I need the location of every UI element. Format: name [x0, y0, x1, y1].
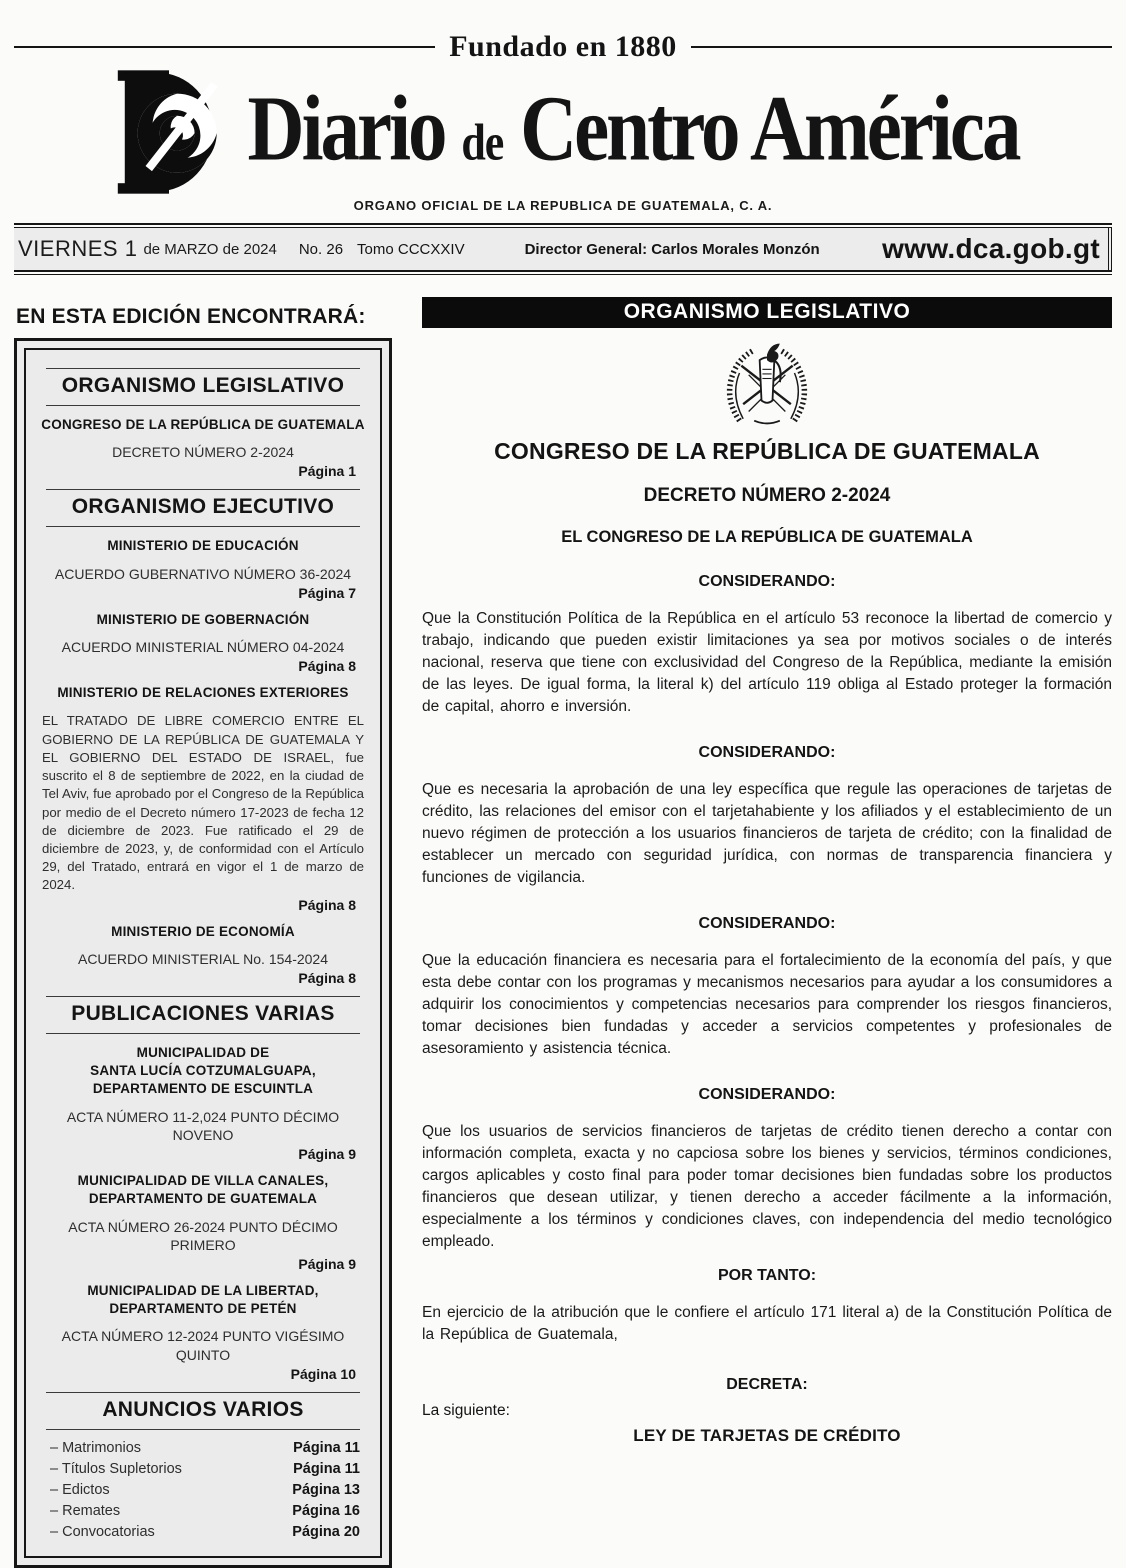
toc-item-acta-11: ACTA NÚMERO 11-2,024 PUNTO DÉCIMO NOVENO — [66, 1108, 340, 1143]
considerando-label-3: CONSIDERANDO: — [698, 915, 836, 932]
founded-rule-right — [691, 46, 1112, 48]
toc-org-congreso: CONGRESO DE LA REPÚBLICA DE GUATEMALA — [41, 417, 365, 432]
toc-column — [14, 297, 392, 1568]
toc-page-ref: Página 9 — [298, 1255, 356, 1272]
toc-page-ref: Página 7 — [298, 584, 356, 601]
toc-treaty-summary: EL TRATADO DE LIBRE COMERCIO ENTRE EL GOBIERNO DE LA REPÚBLICA DE GUATEMALA Y EL GOBIERNO DEL ESTADO DE ISRAEL, fue suscrito el 8 de septiembre de 2022, en la ciudad de Tel Aviv, fue aprobado por el Congreso de la República por medio de el Decreto número 17-2023 de fecha 12 de diciembre de 2023. Fue ratificado el 29 de diciembre de 2023, y, de conformidad con el Artículo 29, del Tratado, entrará en vigor el 1 de marzo de 2024. — [42, 713, 364, 893]
newspaper-front-page — [0, 30, 1126, 213]
anuncio-label: – Remates — [50, 1502, 121, 1519]
toc-muni-line: MUNICIPALIDAD DE VILLA CANALES, — [77, 1173, 329, 1189]
toc-anuncio-row — [50, 1503, 360, 1519]
decree-column — [422, 297, 1112, 1446]
toc-anuncio-row — [50, 1461, 360, 1477]
toc-muni-line: DEPARTAMENTO DE PETÉN — [109, 1301, 297, 1317]
anuncio-page: Página 16 — [292, 1502, 360, 1519]
coat-of-arms — [422, 340, 1112, 428]
anuncio-label: – Convocatorias — [50, 1523, 155, 1540]
dateline-number: No. 26 — [298, 240, 344, 258]
por-tanto-text: En ejercicio de la atribución que le confiere el artículo 171 literal a) de la Constitución Política de la República de Guatemala, — [422, 1304, 1112, 1343]
toc-item-acuerdo-36: ACUERDO GUBERNATIVO NÚMERO 36-2024 — [54, 565, 352, 582]
dateline-day: VIERNES 1 — [18, 236, 138, 261]
toc-anuncios-list — [40, 1440, 366, 1544]
toc-muni-la-libertad — [40, 1282, 366, 1318]
toc-section-ejecutivo: ORGANISMO EJECUTIVO — [46, 489, 360, 527]
anuncio-page: Página 11 — [293, 1460, 360, 1477]
por-tanto-label: POR TANTO: — [717, 1267, 817, 1284]
dateline-content — [14, 228, 1112, 270]
toc-page-ref: Página 1 — [298, 463, 356, 480]
considerando-label-2: CONSIDERANDO: — [698, 744, 836, 761]
toc-anuncio-row — [50, 1440, 360, 1456]
guatemala-coat-of-arms-icon — [711, 340, 823, 428]
ley-title: LEY DE TARJETAS DE CRÉDITO — [633, 1426, 901, 1445]
dca-monogram-icon — [108, 68, 230, 196]
toc-page-ref: Página 8 — [298, 970, 356, 987]
considerando-text-1: Que la Constitución Política de la República en el artículo 53 reconoce la libertad de comercio y trabajo, indicando que pueden existir limitaciones ya sea por motivos sociales o de interés nacional, reserva que tiene con exclusividad del Congreso de la República, mediante la emisión de las leyes. De igual forma, la literal k) del artículo 119 obliga al Estado proteger la formación de capital, ahorro e inversión. — [422, 610, 1112, 715]
dateline-bar — [14, 223, 1112, 275]
toc-org-gobernacion: MINISTERIO DE GOBERNACIÓN — [96, 611, 310, 627]
founded-row — [14, 30, 1112, 64]
toc-section-legislativo: ORGANISMO LEGISLATIVO — [46, 368, 360, 406]
considerando-text-3: Que la educación financiera es necesaria para el fortalecimiento de la economía del país, y que esta debe contar con los programas y mecanismos necesarios para ayudar a los consumidores a adquirir los conocimientos y competencias necesarios para comprender los riesgos financieros, tomar decisiones bien fundadas y acceder a servicios competentes y profesionales de asesoramiento y asistencia técnica. — [422, 952, 1112, 1057]
toc-muni-line: DEPARTAMENTO DE GUATEMALA — [88, 1191, 318, 1207]
decree-number-title: DECRETO NÚMERO 2-2024 — [643, 485, 891, 506]
toc-item-decreto: DECRETO NÚMERO 2-2024 — [112, 444, 294, 461]
anuncio-label: – Títulos Supletorios — [50, 1460, 182, 1477]
toc-muni-line: DEPARTAMENTO DE ESCUINTLA — [92, 1081, 314, 1097]
toc-muni-villa-canales — [40, 1172, 366, 1208]
toc-item-acuerdo-154: ACUERDO MINISTERIAL No. 154-2024 — [77, 950, 328, 967]
toc-org-economia: MINISTERIO DE ECONOMÍA — [111, 923, 295, 939]
decreta-label: DECRETA: — [726, 1376, 808, 1393]
toc-item-acuerdo-04: ACUERDO MINISTERIAL NÚMERO 04-2024 — [61, 639, 345, 656]
considerando-label-4: CONSIDERANDO: — [698, 1086, 836, 1103]
toc-item-acta-12: ACTA NÚMERO 12-2024 PUNTO VIGÉSIMO QUINTO — [61, 1328, 345, 1363]
dateline-director: Director General: Carlos Morales Monzón — [524, 240, 820, 258]
content-columns — [14, 297, 1112, 1568]
masthead — [14, 68, 1112, 196]
decree-congress-title: CONGRESO DE LA REPÚBLICA DE GUATEMALA — [494, 438, 1040, 464]
toc-section-anuncios: ANUNCIOS VARIOS — [46, 1392, 360, 1430]
toc-page-ref: Página 8 — [298, 896, 356, 913]
toc-anuncio-row — [50, 1482, 360, 1498]
toc-heading: EN ESTA EDICIÓN ENCONTRARÁ: — [16, 305, 366, 328]
anuncio-label: – Edictos — [50, 1481, 110, 1498]
masthead-word-diario: Diario — [247, 77, 445, 181]
toc-page-ref: Página 9 — [298, 1146, 356, 1163]
dateline-website: www.dca.gob.gt — [882, 233, 1100, 264]
toc-item-acta-26: ACTA NÚMERO 26-2024 PUNTO DÉCIMO PRIMERO — [68, 1218, 338, 1253]
toc-muni-line: MUNICIPALIDAD DE — [136, 1045, 270, 1061]
dateline-tome: Tomo CCCXXIV — [357, 240, 465, 258]
toc-box — [14, 338, 392, 1568]
toc-muni-line: SANTA LUCÍA COTZUMALGUAPA, — [90, 1063, 316, 1079]
decree-congress-subtitle: EL CONGRESO DE LA REPÚBLICA DE GUATEMALA — [561, 528, 973, 546]
masthead-title — [247, 77, 1019, 181]
considerando-label-1: CONSIDERANDO: — [698, 573, 836, 590]
dateline-bottom-rule — [14, 270, 1112, 275]
masthead-word-centro-america: Centro América — [520, 77, 1019, 181]
anuncio-page: Página 13 — [292, 1481, 360, 1498]
anuncio-page: Página 11 — [293, 1439, 360, 1456]
considerando-text-2: Que es necesaria la aprobación de una ley específica que regule las operaciones de tarjetas de crédito, las relaciones del emisor con el tarjetahabiente y los afiliados y el establecimiento de un nuevo régimen de protección a los usuarios financieros de tarjeta de crédito; con la finalidad de establecer un mercado con seguridad jurídica, con normas de transparencia financiera y funciones de vigilancia. — [422, 781, 1112, 886]
organ-official-line: ORGANO OFICIAL DE LA REPUBLICA DE GUATEMALA, C. A. — [353, 198, 773, 213]
toc-muni-line: MUNICIPALIDAD DE LA LIBERTAD, — [87, 1282, 319, 1298]
toc-page-ref: Página 10 — [290, 1365, 356, 1382]
anuncio-page: Página 20 — [292, 1523, 360, 1540]
toc-section-publicaciones: PUBLICACIONES VARIAS — [46, 996, 360, 1034]
toc-box-inner — [24, 348, 382, 1558]
toc-page-ref: Página 8 — [298, 658, 356, 675]
la-siguiente-text: La siguiente: — [422, 1402, 510, 1419]
masthead-word-de: de — [461, 113, 504, 172]
anuncio-label: – Matrimonios — [50, 1439, 142, 1456]
toc-anuncio-row — [50, 1524, 360, 1540]
organismo-legislativo-banner: ORGANISMO LEGISLATIVO — [422, 297, 1112, 328]
toc-org-educacion: MINISTERIO DE EDUCACIÓN — [107, 538, 299, 554]
considerando-text-4: Que los usuarios de servicios financieros de tarjetas de crédito tienen derecho a contar con información completa, exacta y no capciosa sobre los bienes y servicios, términos condiciones, cargos aplicables y costo final para poder tomar decisiones bien fundadas sobre los productos financieros que desean utilizar, y tienen derecho a acceder fácilmente a la información, especialmente a los términos y condiciones claves, con independencia del medio tecnológico empleado. — [422, 1123, 1112, 1250]
founded-text: Fundado en 1880 — [449, 30, 677, 63]
toc-org-relaciones: MINISTERIO DE RELACIONES EXTERIORES — [57, 685, 349, 701]
toc-muni-santa-lucia — [40, 1044, 366, 1099]
founded-rule-left — [14, 46, 435, 48]
dateline-date: de MARZO de 2024 — [143, 240, 277, 258]
